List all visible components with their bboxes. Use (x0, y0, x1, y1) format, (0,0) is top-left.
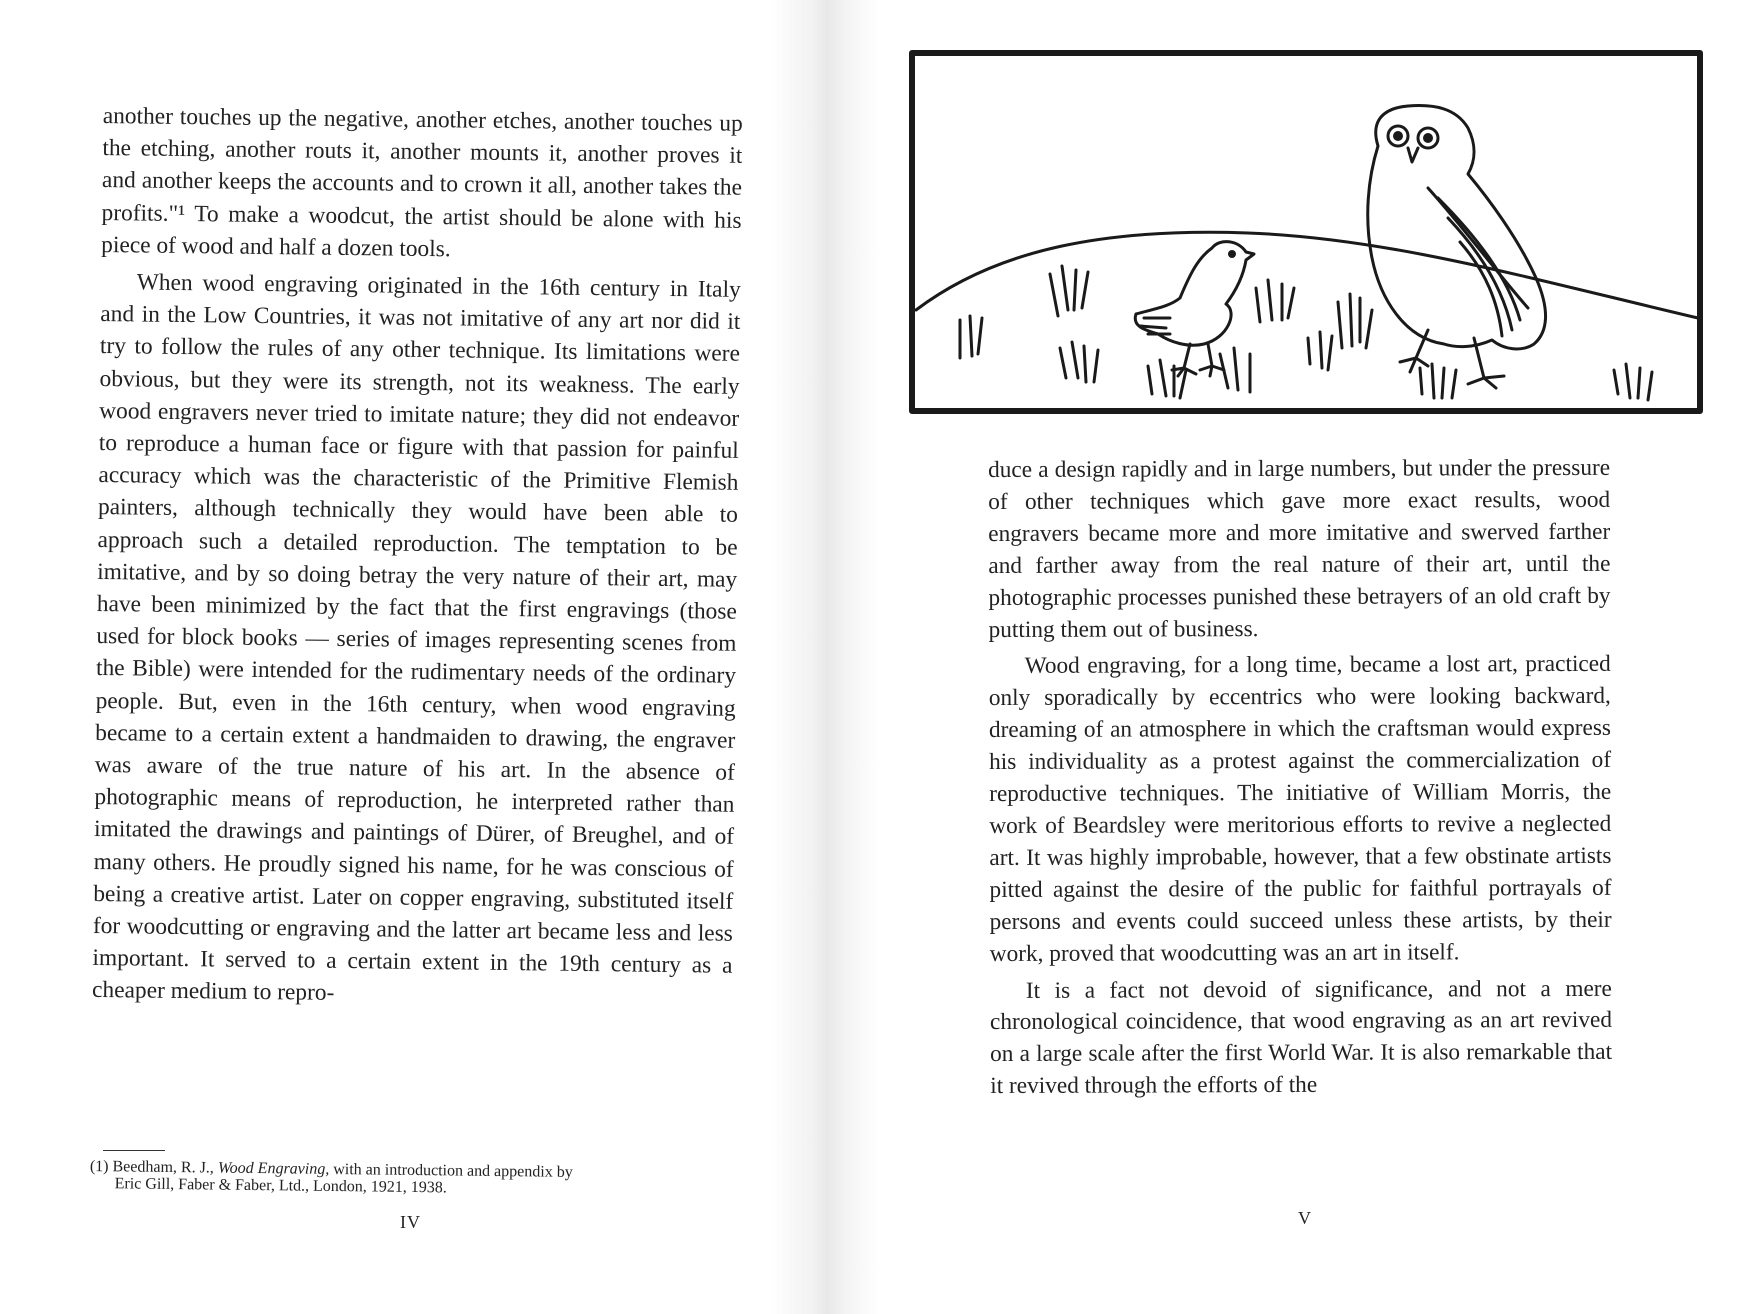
footnote-divider (103, 1150, 165, 1151)
left-page (91, 100, 743, 1007)
footnote-author: Beedham, R. J., (112, 1158, 214, 1177)
footnote (90, 1158, 730, 1200)
owl-icon (1368, 106, 1546, 388)
grass-icon (960, 266, 1652, 400)
right-paragraph-3: It is a fact not devoid of significance, and not a mere chronological coincidence, that wood engraving as an art revived on a large scale after the first World War. It is also remarkable that it revived through the efforts of the (989, 975, 1613, 1100)
page-number-left: IV (400, 1212, 421, 1232)
woodcut-illustration (908, 48, 1706, 416)
footnote-title: Wood Engraving, (217, 1159, 330, 1178)
hill-icon (916, 232, 1698, 318)
book-gutter (770, 0, 880, 1314)
left-page-body (92, 100, 743, 1014)
page-number-right: V (1298, 1208, 1312, 1228)
left-paragraph-1: another touches up the negative, another etches, another touches up the etching, another routs it, another mounts it, another proves it and another keeps the accounts and to crown it all, another takes the profits."¹ To make a woodcut, the artist should be alone with his piece of wood and half a dozen tools. (101, 102, 743, 263)
right-paragraph-2: Wood engraving, for a long time, became a lost art, practiced only sporadically by eccentrics who were looking backward, dreaming of an atmosphere in which the craftsman would express his individuality as a protest against the commercialization of reproductive techniques. The initiative of William Morris, the work of Beardsley were meritorious efforts to revive a neglected art. It was highly improbable, however, that a few obstinate artists pitted against the desire of the public for faithful portrayals of persons and events could succeed unless these artists, by their work, proved that woodcutting was an art in itself. (988, 651, 1612, 967)
right-page-body (988, 453, 1612, 1103)
left-paragraph-2: When wood engraving originated in the 16th century in Italy and in the Low Countries, it was not imitative of any art nor did it try to follow the rules of any other technique. Its limitations were obvious, but they were its strength, not its weakness. The early wood engravers never tried to imitate nature; they did not endeavor to reproduce a human face or figure with that passion for painful accuracy which was the characteristic of the Primitive Flemish painters, although technically they would have been able to approach such a detailed reproduction. The temptation to be imitative, and by so doing betray the very nature of their art, may have been minimized by the fact that the first engravings (those used for block books — series of images representing scenes from the Bible) were intended for the rudimentary needs of the ordinary people. But, even in the 16th century, when wood engraving became to a certain extent a handmaiden to drawing, the engraver was aware of the true nature of his art. In the absence of photographic means of reproduction, he interpreted rather than imitated the drawings and paintings of Dürer, of Breughel, and of many others. He proudly signed his name, for he was conscious of being a creative artist. Later on copper engraving, substituted itself for woodcutting or engraving and the latter art became less and less important. It served to a certain extent in the 19th century as a cheaper medium to repro- (91, 269, 741, 1007)
footnote-marker: (1) (89, 1158, 109, 1176)
right-page (988, 454, 1613, 1103)
illustration-frame (912, 53, 1700, 411)
footnote-publisher: Eric Gill, Faber & Faber, Ltd., London, 1921, 1938. (114, 1175, 447, 1197)
right-paragraph-1: duce a design rapidly and in large numbers, but under the pressure of other techniques which gave more exact results, wood engravers became more and more imitative and swerved farther and farther away from the real nature of their art, until the photographic processes punished these betrayers of an old craft by putting them out of business. (988, 454, 1611, 643)
footnote-details: with an introduction and appendix by (333, 1160, 573, 1181)
